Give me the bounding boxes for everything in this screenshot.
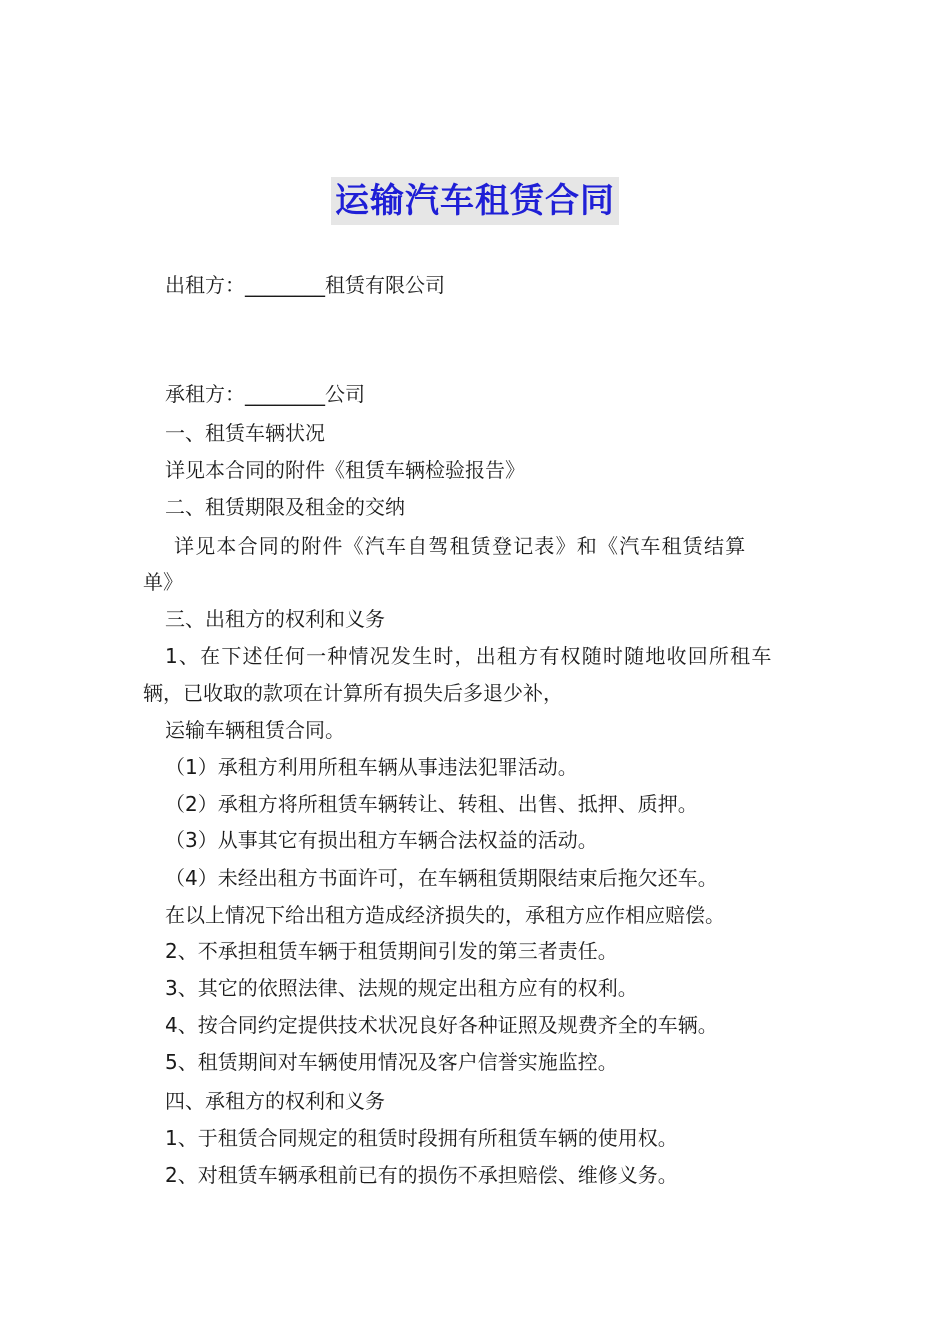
clause-4-2: 2、对租赁车辆承租前已有的损伤不承担赔偿、维修义务。 bbox=[165, 1163, 678, 1187]
clause-3-1-item-4: （4）未经出租方书面许可，在车辆租赁期限结束后拖欠还车。 bbox=[165, 866, 718, 890]
clause-3-5: 5、租赁期间对车辆使用情况及客户信誉实施监控。 bbox=[165, 1050, 618, 1074]
clause-3-1-item-3: （3）从事其它有损出租方车辆合法权益的活动。 bbox=[165, 828, 598, 852]
document-title: 运输汽车租赁合同 bbox=[331, 177, 619, 225]
clause-3-1-line-1: 1、在下述任何一种情况发生时，出租方有权随时随地收回所租车 bbox=[165, 644, 773, 668]
clause-4-1: 1、于租赁合同规定的租赁时段拥有所租赁车辆的使用权。 bbox=[165, 1126, 678, 1150]
clause-3-3: 3、其它的依照法律、法规的规定出租方应有的权利。 bbox=[165, 976, 638, 1000]
section-2-text-line-1: 详见本合同的附件《汽车自驾租赁登记表》和《汽车租赁结算 bbox=[174, 534, 747, 558]
clause-3-1-item-2: （2）承租方将所租赁车辆转让、转租、出售、抵押、质押。 bbox=[165, 792, 698, 816]
clause-3-1-item-1: （1）承租方利用所租车辆从事违法犯罪活动。 bbox=[165, 755, 578, 779]
clause-3-1-line-3: 运输车辆租赁合同。 bbox=[165, 718, 345, 742]
section-2-heading: 二、租赁期限及租金的交纳 bbox=[165, 495, 405, 519]
lessee-line: 承租方：________公司 bbox=[165, 382, 365, 406]
clause-3-1-line-2: 辆，已收取的款项在计算所有损失后多退少补， bbox=[143, 681, 563, 705]
section-2-text-line-2: 单》 bbox=[143, 570, 183, 594]
section-1-heading: 一、租赁车辆状况 bbox=[165, 421, 325, 445]
section-3-heading: 三、出租方的权利和义务 bbox=[165, 607, 385, 631]
lessor-line: 出租方：________租赁有限公司 bbox=[165, 273, 445, 297]
section-1-text: 详见本合同的附件《租赁车辆检验报告》 bbox=[165, 458, 525, 482]
clause-3-4: 4、按合同约定提供技术状况良好各种证照及规费齐全的车辆。 bbox=[165, 1013, 718, 1037]
clause-3-1-compensation: 在以上情况下给出租方造成经济损失的，承租方应作相应赔偿。 bbox=[165, 903, 725, 927]
section-4-heading: 四、承租方的权利和义务 bbox=[165, 1089, 385, 1113]
title-container bbox=[0, 177, 950, 225]
clause-3-2: 2、不承担租赁车辆于租赁期间引发的第三者责任。 bbox=[165, 939, 618, 963]
